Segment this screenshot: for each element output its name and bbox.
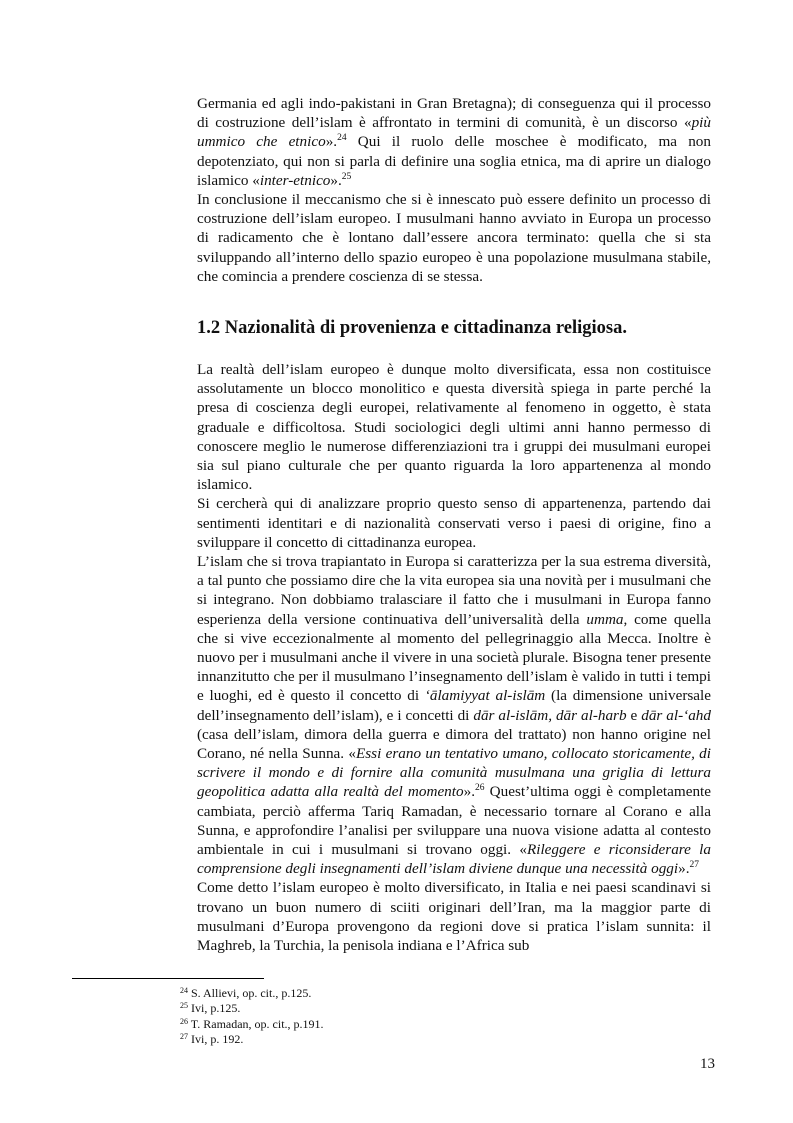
footnote-ref[interactable]: 24 (337, 133, 347, 144)
paragraph: Si cercherà qui di analizzare proprio questo senso di appartenenza, partendo dai sentimenti identitari e di nazionalità conservati verso i paesi di origine, fino a sviluppare il concetto di cittadinanza europea. (197, 495, 711, 551)
italic-quote: inter-etnico (259, 171, 331, 189)
footnote-number: 26 (180, 1016, 188, 1026)
paragraph: La realtà dell’islam europeo è dunque molto diversificata, essa non costituisce assolutamente un blocco monolitico e questa diversità spiega in parte perché la presa di coscienza degli europei, relativamente al fenomeno in oggetto, è stata graduale e difficoltosa. Studi sociologici degli ultimi anni hanno permesso di conoscere meglio le numerose differenziazioni tra i gruppi dei musulmani europei sia sul piano culturale che per quanto riguarda la loro appartenenza al mondo islamico. (197, 361, 711, 494)
footnote-separator (72, 978, 264, 979)
italic-term: dār al-islām, dār al-harb (473, 706, 627, 724)
section-heading: 1.2 Nazionalità di provenienza e cittadinanza religiosa. (197, 318, 627, 338)
paragraph: L’islam che si trova trapiantato in Europa si caratterizza per la sua estrema diversità, a tal punto che possiamo dire che la vita europea sia una novità per i musulmani che si integrano. Non dobbiamo tralasciare il fatto che i musulmani in Europa fanno esperienza della versione continuativa dell’universalità della umma, come quella che si vive eccezionalmente al momento del pellegrinaggio alla Mecca. Inoltre è nuovo per i musulmani anche il vivere in una società plurale. Bisogna tener presente innanzitutto che per il musulmano l’insegnamento dell’islam è valido in tutti i tempi e luoghi, ed è questo il concetto di ‘ālamiyyat al-islām (la dimensione universale dell’insegnamento dell’islam), e i concetti di dār al-islām, dār al-harb e dār al-‘ahd (casa dell’islam, dimora della guerra e dimora del trattato) non hanno origine nel Corano, né nella Sunna. «Essi erano un tentativo umano, collocato storicamente, di scrivere il mondo e di fornire alla comunità musulmana una griglia di lettura geopolitica adatta alla realtà del momento».$^{26}$ Quest’ultima oggi è completamente cambiata, perciò afferma Tariq Ramadan, è necessario tornare al Corano e alla Sunna, e approfondire l’analisi per sviluppare una nuova visione adatta al contesto ambientale in cui i musulmani si trovano oggi. «Rileggere e riconsiderare la comprensione degli insegnamenti dell’islam diviene dunque una necessità oggi».$^{27}$ (197, 553, 712, 878)
footnote-number: 25 (180, 1001, 188, 1011)
paragraph: Germania ed agli indo-pakistani in Gran Bretagna); di conseguenza qui il processo di costruzione dell’islam è affrontato in termini di comunità, è un discorso «più ummico che etnico».$^{24}$ Qui il ruolo delle moschee è modificato, ma non depotenziato, qui non si parla di definire una soglia etnica, ma di aprire un dialogo islamico «inter-etnico».$^{25}$ (197, 95, 711, 189)
text-block-top (197, 94, 711, 286)
footnote: $^{25}$ Ivi, p.125. (180, 1001, 241, 1016)
footnotes (180, 986, 324, 1047)
text-block-body (197, 360, 711, 955)
footnote: $^{24}$ S. Allievi, op. cit., p.125. (180, 986, 312, 1000)
italic-quote: Essi erano un tentativo umano, collocato storicamente, di scrivere il mondo e di fornire alla comunità musulmana una griglia di lettura geopolitica adatta alla realtà del momento (197, 745, 711, 801)
italic-quote: più ummico che etnico (197, 114, 711, 151)
italic-term: umma (586, 610, 624, 628)
page-number: 13 (700, 1056, 715, 1072)
footnote-number: 27 (180, 1031, 188, 1041)
footnote-number: 24 (180, 986, 188, 995)
footnote-ref[interactable]: 26 (474, 783, 485, 794)
footnote-ref[interactable]: 25 (341, 171, 352, 182)
italic-quote: Rileggere e riconsiderare la comprensione degli insegnamenti dell’islam diviene dunque una necessità oggi (197, 841, 711, 878)
italic-term: dār al-‘ahd (641, 706, 711, 724)
paragraph: In conclusione il meccanismo che si è innescato può essere definito un processo di costruzione dell’islam europeo. I musulmani hanno avviato in Europa un processo di radicamento che è lontano dall’essere ancora terminato: quella che si sta sviluppando all’interno dello spazio europeo è una popolazione musulmana stabile, che comincia a prendere coscienza di se stessa. (197, 191, 711, 285)
paragraph: Come detto l’islam europeo è molto diversificato, in Italia e nei paesi scandinavi si trovano un buon numero di sciiti originari dell’Iran, ma la maggior parte di musulmani d’Europa provengono da regioni dove si pratica l’islam sunnita: il Maghreb, la Turchia, la penisola indiana e l’Africa sub (197, 879, 711, 955)
footnote: $^{27}$ Ivi, p. 192. (180, 1031, 244, 1046)
footnote: $^{26}$ T. Ramadan, op. cit., p.191. (180, 1016, 324, 1031)
footnote-ref[interactable]: 27 (689, 860, 700, 871)
italic-term: ‘ālamiyyat al-islām (424, 687, 546, 705)
